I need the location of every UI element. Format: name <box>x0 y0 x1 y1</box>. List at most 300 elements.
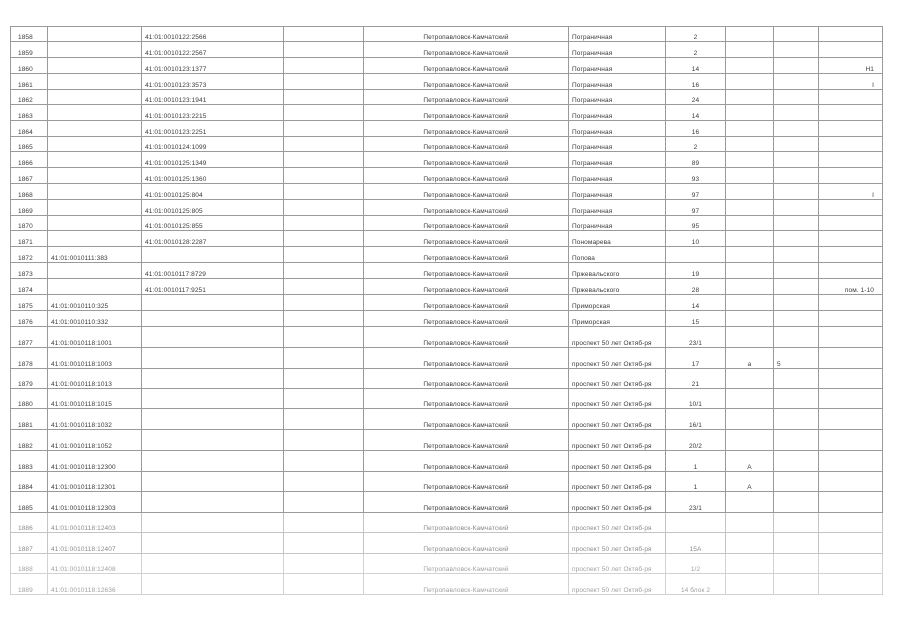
empty-cell <box>284 295 364 311</box>
row-number-cell: 1871 <box>11 231 48 247</box>
empty-cell <box>284 574 364 595</box>
street-cell: проспект 50 лет Октяб-ря <box>569 451 666 472</box>
table-row <box>11 369 883 389</box>
room-cadastral-number-cell <box>142 574 284 595</box>
house-cell: 14 <box>666 295 726 311</box>
empty-cell <box>284 327 364 348</box>
letter-cell <box>726 121 774 137</box>
address-register-table <box>10 26 883 595</box>
row-number-cell: 1889 <box>11 574 48 595</box>
letter-cell <box>726 58 774 74</box>
house-cell: 2 <box>666 137 726 152</box>
row-number-cell: 1882 <box>11 430 48 451</box>
cadastral-number-cell: 41:01:0010118:12407 <box>48 533 142 554</box>
city-cell: Петропавловск-Камчатский <box>364 513 569 533</box>
row-number-cell: 1881 <box>11 409 48 430</box>
room-cadastral-number-cell <box>142 472 284 492</box>
table-row <box>11 90 883 105</box>
table-row <box>11 263 883 279</box>
city-cell: Петропавловск-Камчатский <box>364 348 569 369</box>
house-cell: 15А <box>666 533 726 554</box>
table-row <box>11 247 883 263</box>
cadastral-number-cell <box>48 105 142 121</box>
letter-cell <box>726 90 774 105</box>
city-cell: Петропавловск-Камчатский <box>364 74 569 90</box>
note-cell <box>819 430 883 451</box>
note-cell: I <box>819 184 883 200</box>
row-number-cell: 1861 <box>11 74 48 90</box>
note-cell <box>819 105 883 121</box>
cadastral-number-cell <box>48 137 142 152</box>
house-cell: 15 <box>666 311 726 327</box>
building-cell <box>774 279 819 295</box>
house-cell: 16/1 <box>666 409 726 430</box>
note-cell <box>819 492 883 513</box>
city-cell: Петропавловск-Камчатский <box>364 42 569 58</box>
city-cell: Петропавловск-Камчатский <box>364 263 569 279</box>
building-cell <box>774 430 819 451</box>
room-cadastral-number-cell: 41:01:0010123:1941 <box>142 90 284 105</box>
letter-cell <box>726 105 774 121</box>
cadastral-number-cell: 41:01:0010118:1013 <box>48 369 142 389</box>
room-cadastral-number-cell <box>142 369 284 389</box>
city-cell: Петропавловск-Камчатский <box>364 27 569 42</box>
building-cell <box>774 184 819 200</box>
cadastral-number-cell <box>48 216 142 231</box>
table-row <box>11 74 883 90</box>
house-cell: 23/1 <box>666 327 726 348</box>
room-cadastral-number-cell <box>142 327 284 348</box>
building-cell <box>774 554 819 574</box>
city-cell: Петропавловск-Камчатский <box>364 279 569 295</box>
building-cell <box>774 58 819 74</box>
note-cell <box>819 263 883 279</box>
building-cell <box>774 152 819 168</box>
cadastral-number-cell <box>48 231 142 247</box>
letter-cell <box>726 247 774 263</box>
empty-cell <box>284 168 364 184</box>
table-row <box>11 574 883 595</box>
empty-cell <box>284 389 364 409</box>
letter-cell <box>726 42 774 58</box>
empty-cell <box>284 311 364 327</box>
cadastral-number-cell: 41:01:0010118:1003 <box>48 348 142 369</box>
building-cell <box>774 200 819 216</box>
room-cadastral-number-cell: 41:01:0010123:1377 <box>142 58 284 74</box>
street-cell: Пограничная <box>569 105 666 121</box>
city-cell: Петропавловск-Камчатский <box>364 472 569 492</box>
room-cadastral-number-cell: 41:01:0010123:3573 <box>142 74 284 90</box>
house-cell: 1 <box>666 451 726 472</box>
street-cell: проспект 50 лет Октяб-ря <box>569 348 666 369</box>
cadastral-number-cell <box>48 279 142 295</box>
note-cell <box>819 90 883 105</box>
city-cell: Петропавловск-Камчатский <box>364 168 569 184</box>
street-cell: проспект 50 лет Октяб-ря <box>569 472 666 492</box>
table-row <box>11 389 883 409</box>
cadastral-number-cell: 41:01:0010118:1052 <box>48 430 142 451</box>
table-row <box>11 27 883 42</box>
letter-cell <box>726 74 774 90</box>
note-cell <box>819 348 883 369</box>
city-cell: Петропавловск-Камчатский <box>364 105 569 121</box>
room-cadastral-number-cell: 41:01:0010117:9251 <box>142 279 284 295</box>
city-cell: Петропавловск-Камчатский <box>364 247 569 263</box>
empty-cell <box>284 513 364 533</box>
room-cadastral-number-cell <box>142 533 284 554</box>
table-row <box>11 348 883 369</box>
empty-cell <box>284 231 364 247</box>
row-number-cell: 1867 <box>11 168 48 184</box>
row-number-cell: 1872 <box>11 247 48 263</box>
building-cell <box>774 472 819 492</box>
city-cell: Петропавловск-Камчатский <box>364 90 569 105</box>
note-cell <box>819 295 883 311</box>
building-cell <box>774 263 819 279</box>
table-row <box>11 451 883 472</box>
building-cell <box>774 513 819 533</box>
room-cadastral-number-cell: 41:01:0010122:2566 <box>142 27 284 42</box>
room-cadastral-number-cell: 41:01:0010125:805 <box>142 200 284 216</box>
letter-cell <box>726 492 774 513</box>
building-cell <box>774 137 819 152</box>
empty-cell <box>284 216 364 231</box>
table-row <box>11 311 883 327</box>
table-row <box>11 295 883 311</box>
street-cell: проспект 50 лет Октяб-ря <box>569 430 666 451</box>
house-cell: 17 <box>666 348 726 369</box>
cadastral-number-cell: 41:01:0010118:12303 <box>48 492 142 513</box>
room-cadastral-number-cell <box>142 554 284 574</box>
room-cadastral-number-cell <box>142 311 284 327</box>
table-row <box>11 472 883 492</box>
house-cell: 10 <box>666 231 726 247</box>
city-cell: Петропавловск-Камчатский <box>364 184 569 200</box>
empty-cell <box>284 472 364 492</box>
street-cell: Пограничная <box>569 137 666 152</box>
street-cell: проспект 50 лет Октяб-ря <box>569 533 666 554</box>
row-number-cell: 1884 <box>11 472 48 492</box>
street-cell: Пограничная <box>569 90 666 105</box>
cadastral-number-cell: 41:01:0010118:12403 <box>48 513 142 533</box>
row-number-cell: 1863 <box>11 105 48 121</box>
note-cell <box>819 472 883 492</box>
empty-cell <box>284 200 364 216</box>
cadastral-number-cell: 41:01:0010118:12300 <box>48 451 142 472</box>
city-cell: Петропавловск-Камчатский <box>364 430 569 451</box>
cadastral-number-cell <box>48 58 142 74</box>
house-cell <box>666 247 726 263</box>
note-cell <box>819 311 883 327</box>
row-number-cell: 1888 <box>11 554 48 574</box>
table-row <box>11 42 883 58</box>
room-cadastral-number-cell: 41:01:0010117:8729 <box>142 263 284 279</box>
room-cadastral-number-cell <box>142 430 284 451</box>
empty-cell <box>284 554 364 574</box>
table-row <box>11 216 883 231</box>
building-cell <box>774 409 819 430</box>
house-cell: 16 <box>666 121 726 137</box>
street-cell: Пограничная <box>569 27 666 42</box>
letter-cell <box>726 279 774 295</box>
street-cell: проспект 50 лет Октяб-ря <box>569 554 666 574</box>
row-number-cell: 1868 <box>11 184 48 200</box>
row-number-cell: 1880 <box>11 389 48 409</box>
building-cell <box>774 492 819 513</box>
cadastral-number-cell <box>48 184 142 200</box>
row-number-cell: 1879 <box>11 369 48 389</box>
letter-cell <box>726 27 774 42</box>
row-number-cell: 1859 <box>11 42 48 58</box>
empty-cell <box>284 430 364 451</box>
street-cell: Приморская <box>569 295 666 311</box>
city-cell: Петропавловск-Камчатский <box>364 121 569 137</box>
note-cell <box>819 121 883 137</box>
note-cell <box>819 533 883 554</box>
building-cell <box>774 369 819 389</box>
table-row <box>11 105 883 121</box>
house-cell: 16 <box>666 74 726 90</box>
house-cell: 28 <box>666 279 726 295</box>
building-cell <box>774 295 819 311</box>
building-cell <box>774 311 819 327</box>
street-cell: проспект 50 лет Октяб-ря <box>569 369 666 389</box>
row-number-cell: 1866 <box>11 152 48 168</box>
table-row <box>11 533 883 554</box>
table-row <box>11 152 883 168</box>
room-cadastral-number-cell: 41:01:0010125:1349 <box>142 152 284 168</box>
street-cell: проспект 50 лет Октяб-ря <box>569 513 666 533</box>
row-number-cell: 1865 <box>11 137 48 152</box>
letter-cell <box>726 574 774 595</box>
cadastral-number-cell: 41:01:0010118:1032 <box>48 409 142 430</box>
note-cell <box>819 216 883 231</box>
empty-cell <box>284 184 364 200</box>
note-cell <box>819 27 883 42</box>
city-cell: Петропавловск-Камчатский <box>364 574 569 595</box>
note-cell <box>819 42 883 58</box>
street-cell: проспект 50 лет Октяб-ря <box>569 492 666 513</box>
city-cell: Петропавловск-Камчатский <box>364 152 569 168</box>
table-row <box>11 200 883 216</box>
empty-cell <box>284 42 364 58</box>
note-cell: I <box>819 74 883 90</box>
empty-cell <box>284 90 364 105</box>
row-number-cell: 1860 <box>11 58 48 74</box>
empty-cell <box>284 279 364 295</box>
house-cell: 21 <box>666 369 726 389</box>
empty-cell <box>284 533 364 554</box>
building-cell <box>774 27 819 42</box>
street-cell: Пржевальского <box>569 263 666 279</box>
empty-cell <box>284 451 364 472</box>
empty-cell <box>284 369 364 389</box>
city-cell: Петропавловск-Камчатский <box>364 295 569 311</box>
row-number-cell: 1870 <box>11 216 48 231</box>
row-number-cell: 1877 <box>11 327 48 348</box>
letter-cell <box>726 389 774 409</box>
empty-cell <box>284 27 364 42</box>
empty-cell <box>284 74 364 90</box>
street-cell: Пограничная <box>569 168 666 184</box>
street-cell: Попова <box>569 247 666 263</box>
building-cell <box>774 247 819 263</box>
row-number-cell: 1858 <box>11 27 48 42</box>
table-row <box>11 492 883 513</box>
room-cadastral-number-cell: 41:01:0010125:804 <box>142 184 284 200</box>
table-row <box>11 327 883 348</box>
empty-cell <box>284 105 364 121</box>
note-cell <box>819 152 883 168</box>
city-cell: Петропавловск-Камчатский <box>364 311 569 327</box>
cadastral-number-cell: 41:01:0010118:1001 <box>48 327 142 348</box>
cadastral-number-cell <box>48 263 142 279</box>
note-cell <box>819 451 883 472</box>
row-number-cell: 1875 <box>11 295 48 311</box>
letter-cell <box>726 168 774 184</box>
street-cell: проспект 50 лет Октяб-ря <box>569 327 666 348</box>
building-cell <box>774 74 819 90</box>
note-cell <box>819 369 883 389</box>
house-cell: 2 <box>666 27 726 42</box>
cadastral-number-cell <box>48 168 142 184</box>
room-cadastral-number-cell <box>142 409 284 430</box>
house-cell: 14 <box>666 58 726 74</box>
table-row <box>11 513 883 533</box>
city-cell: Петропавловск-Камчатский <box>364 409 569 430</box>
letter-cell <box>726 409 774 430</box>
building-cell <box>774 231 819 247</box>
city-cell: Петропавловск-Камчатский <box>364 216 569 231</box>
city-cell: Петропавловск-Камчатский <box>364 58 569 74</box>
street-cell: Пограничная <box>569 58 666 74</box>
note-cell <box>819 247 883 263</box>
street-cell: Пограничная <box>569 42 666 58</box>
house-cell: 2 <box>666 42 726 58</box>
street-cell: Пограничная <box>569 121 666 137</box>
note-cell: Н1 <box>819 58 883 74</box>
note-cell <box>819 574 883 595</box>
city-cell: Петропавловск-Камчатский <box>364 492 569 513</box>
house-cell: 14 блок 2 <box>666 574 726 595</box>
house-cell: 97 <box>666 200 726 216</box>
letter-cell <box>726 263 774 279</box>
row-number-cell: 1869 <box>11 200 48 216</box>
note-cell <box>819 200 883 216</box>
cadastral-number-cell <box>48 74 142 90</box>
register-rows <box>11 27 883 595</box>
empty-cell <box>284 58 364 74</box>
street-cell: Пономарева <box>569 231 666 247</box>
house-cell: 1/2 <box>666 554 726 574</box>
letter-cell <box>726 513 774 533</box>
letter-cell <box>726 311 774 327</box>
city-cell: Петропавловск-Камчатский <box>364 389 569 409</box>
note-cell <box>819 554 883 574</box>
note-cell <box>819 409 883 430</box>
house-cell: 24 <box>666 90 726 105</box>
street-cell: Пограничная <box>569 184 666 200</box>
building-cell <box>774 451 819 472</box>
row-number-cell: 1874 <box>11 279 48 295</box>
empty-cell <box>284 247 364 263</box>
room-cadastral-number-cell <box>142 492 284 513</box>
cadastral-number-cell: 41:01:0010118:12636 <box>48 574 142 595</box>
room-cadastral-number-cell <box>142 389 284 409</box>
letter-cell <box>726 430 774 451</box>
letter-cell <box>726 137 774 152</box>
letter-cell <box>726 216 774 231</box>
cadastral-number-cell <box>48 27 142 42</box>
letter-cell <box>726 369 774 389</box>
cadastral-number-cell: 41:01:0010118:1015 <box>48 389 142 409</box>
empty-cell <box>284 152 364 168</box>
room-cadastral-number-cell: 41:01:0010125:1360 <box>142 168 284 184</box>
room-cadastral-number-cell: 41:01:0010123:2251 <box>142 121 284 137</box>
room-cadastral-number-cell: 41:01:0010122:2567 <box>142 42 284 58</box>
letter-cell <box>726 533 774 554</box>
cadastral-number-cell <box>48 152 142 168</box>
letter-cell <box>726 152 774 168</box>
city-cell: Петропавловск-Камчатский <box>364 451 569 472</box>
city-cell: Петропавловск-Камчатский <box>364 327 569 348</box>
letter-cell <box>726 295 774 311</box>
empty-cell <box>284 137 364 152</box>
street-cell: проспект 50 лет Октяб-ря <box>569 574 666 595</box>
room-cadastral-number-cell <box>142 513 284 533</box>
house-cell: 1 <box>666 472 726 492</box>
cadastral-number-cell: 41:01:0010110:325 <box>48 295 142 311</box>
street-cell: Пржевальского <box>569 279 666 295</box>
table-row <box>11 168 883 184</box>
building-cell <box>774 42 819 58</box>
row-number-cell: 1878 <box>11 348 48 369</box>
table-row <box>11 279 883 295</box>
city-cell: Петропавловск-Камчатский <box>364 554 569 574</box>
cadastral-number-cell: 41:01:0010118:12301 <box>48 472 142 492</box>
note-cell <box>819 327 883 348</box>
table-row <box>11 121 883 137</box>
cadastral-number-cell: 41:01:0010110:332 <box>48 311 142 327</box>
building-cell <box>774 90 819 105</box>
empty-cell <box>284 409 364 430</box>
house-cell <box>666 513 726 533</box>
row-number-cell: 1876 <box>11 311 48 327</box>
building-cell <box>774 121 819 137</box>
building-cell <box>774 216 819 231</box>
cadastral-number-cell <box>48 90 142 105</box>
empty-cell <box>284 263 364 279</box>
cadastral-number-cell: 41:01:0010118:12408 <box>48 554 142 574</box>
table-row <box>11 554 883 574</box>
house-cell: 97 <box>666 184 726 200</box>
row-number-cell: 1864 <box>11 121 48 137</box>
empty-cell <box>284 121 364 137</box>
letter-cell: А <box>726 451 774 472</box>
note-cell <box>819 137 883 152</box>
letter-cell <box>726 200 774 216</box>
empty-cell <box>284 348 364 369</box>
city-cell: Петропавловск-Камчатский <box>364 231 569 247</box>
street-cell: проспект 50 лет Октяб-ря <box>569 409 666 430</box>
table-row <box>11 231 883 247</box>
building-cell <box>774 389 819 409</box>
note-cell <box>819 389 883 409</box>
cadastral-number-cell: 41:01:0010111:383 <box>48 247 142 263</box>
street-cell: Пограничная <box>569 74 666 90</box>
table-row <box>11 137 883 152</box>
cadastral-number-cell <box>48 42 142 58</box>
